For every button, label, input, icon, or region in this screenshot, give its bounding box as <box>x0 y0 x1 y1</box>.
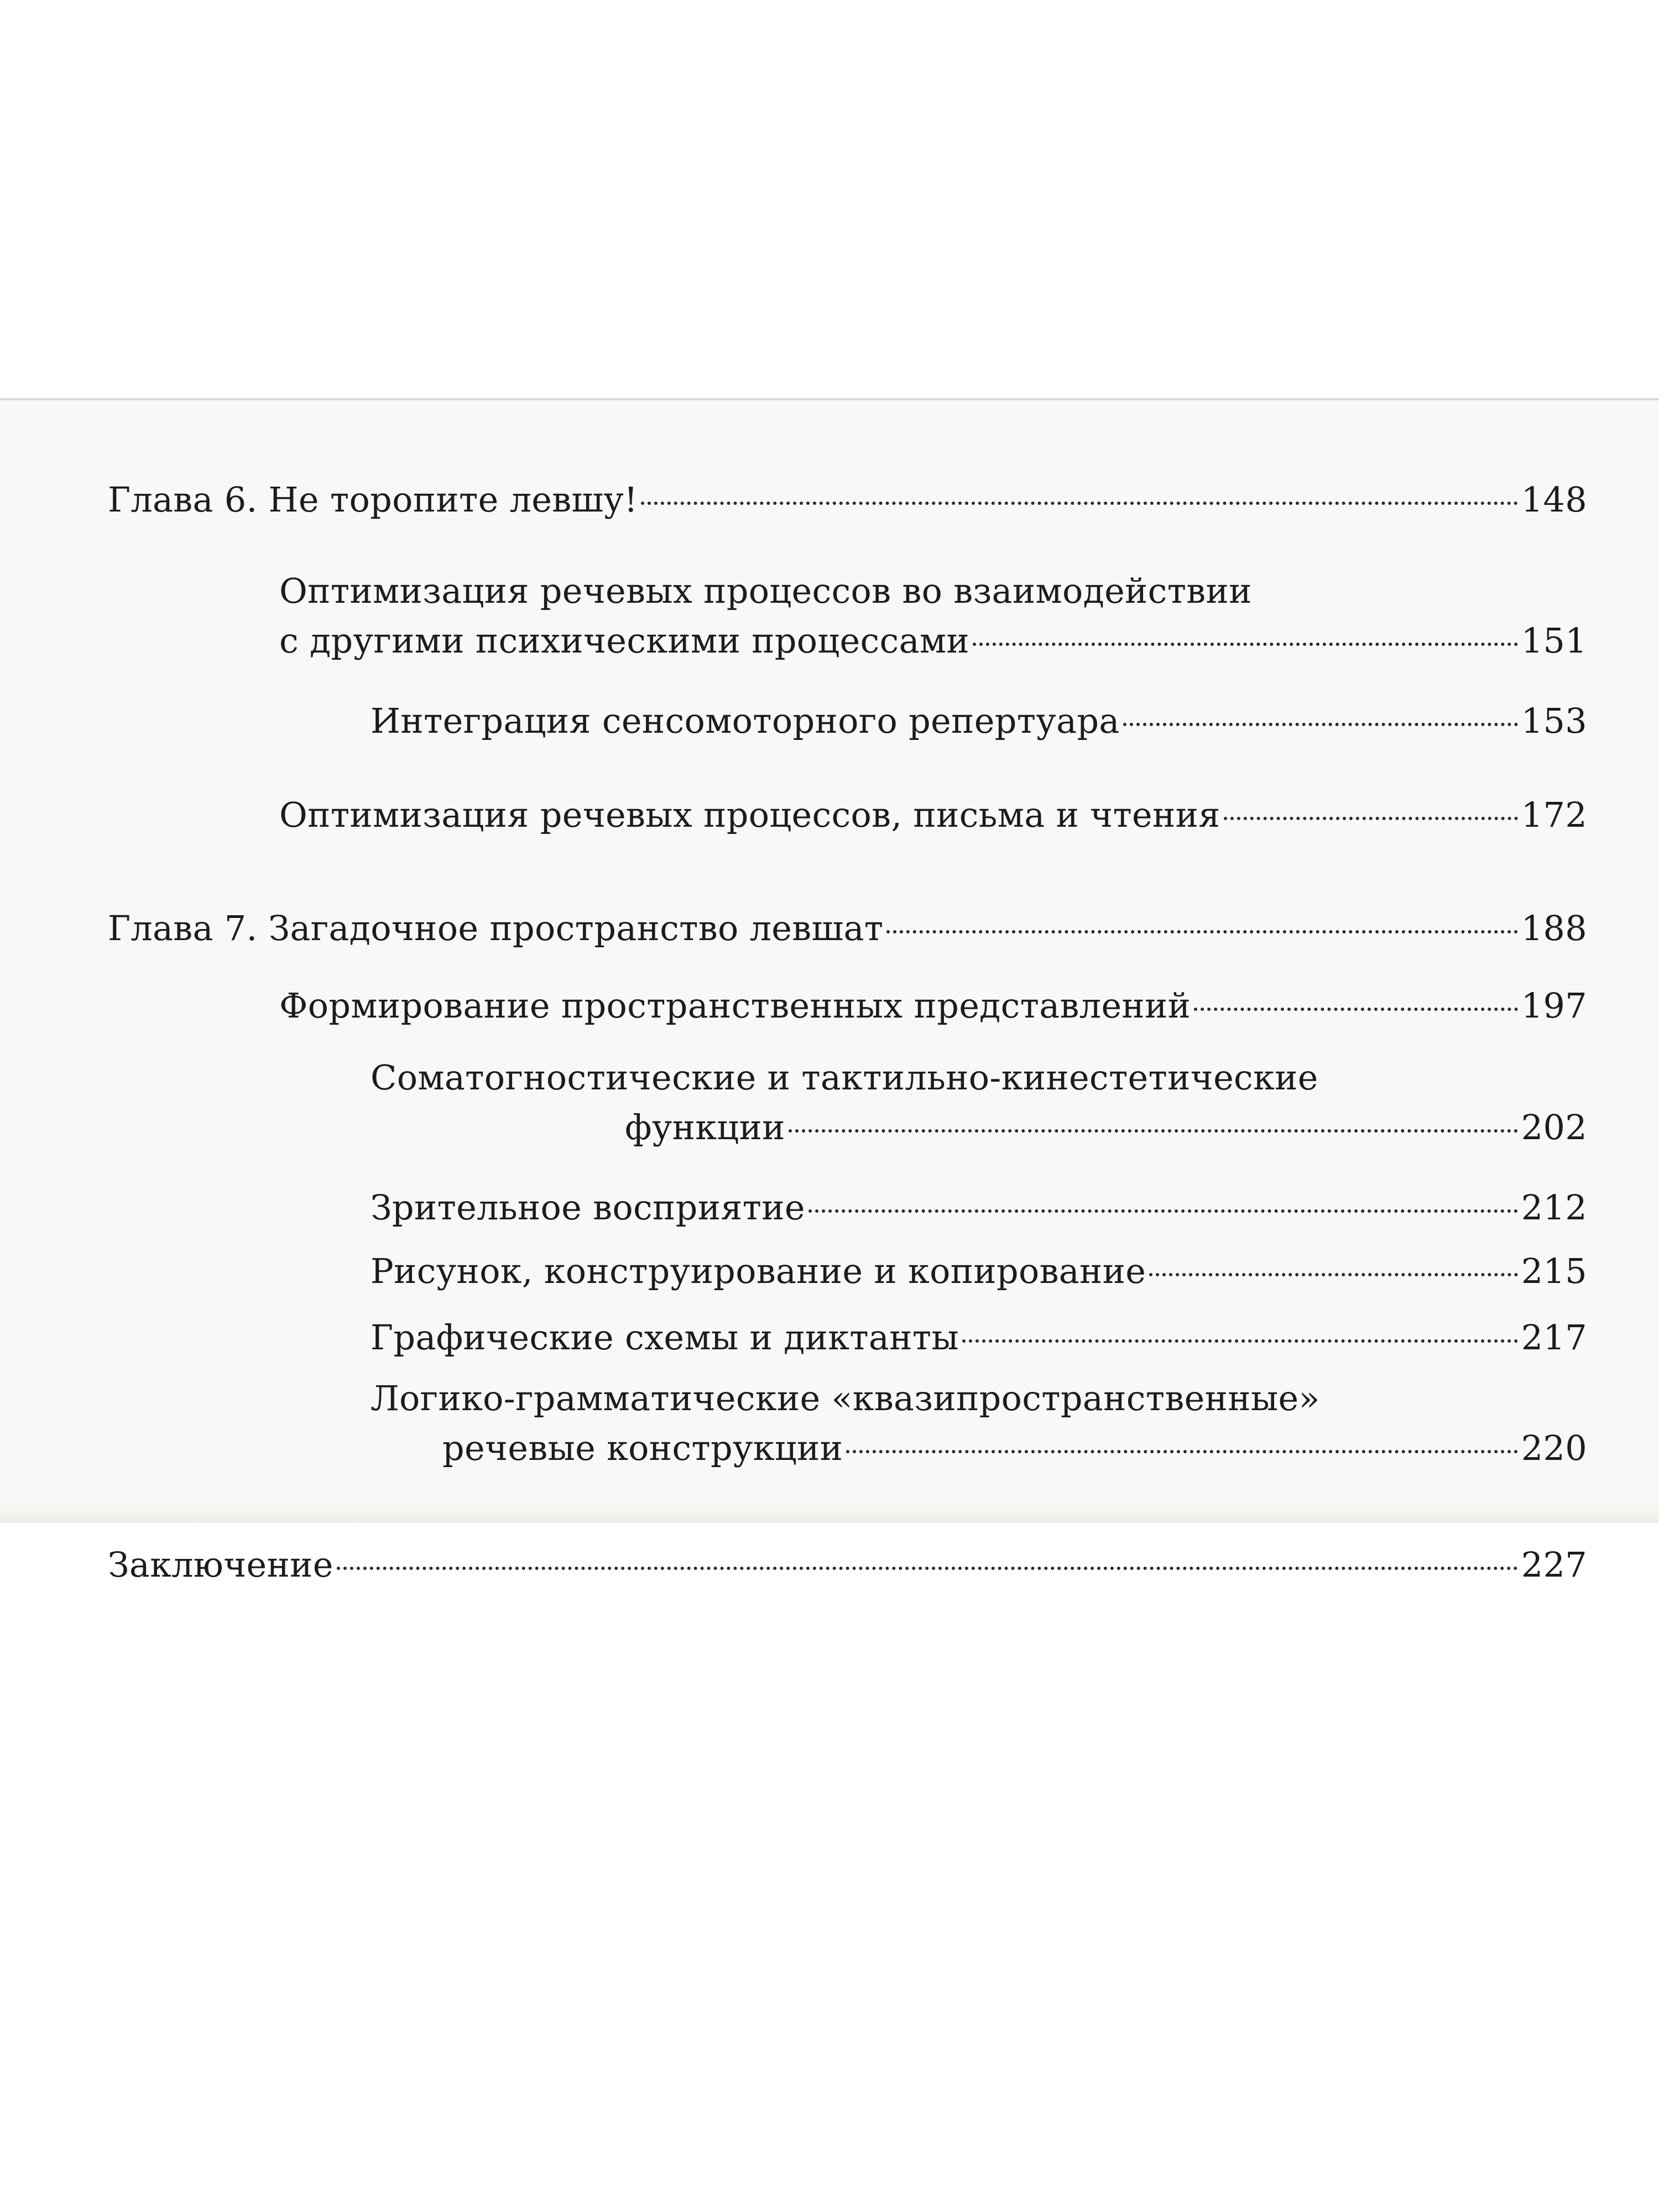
dot-leader <box>962 1339 1518 1343</box>
toc-page-number: 151 <box>1521 620 1587 661</box>
toc-entry-title-line1: Оптимизация речевых процессов во взаимодействии <box>279 571 1252 611</box>
toc-page-number: 217 <box>1521 1317 1587 1358</box>
dot-leader <box>1194 1008 1517 1011</box>
toc-page-number: 153 <box>1521 701 1587 741</box>
toc-entry-title: Формирование пространственных представлений <box>279 985 1191 1026</box>
toc-page-number: 212 <box>1521 1187 1587 1228</box>
dot-leader <box>1224 817 1518 820</box>
toc-entry-chapter-7 <box>108 904 1587 953</box>
book-page <box>0 398 1659 1523</box>
dot-leader <box>808 1209 1518 1213</box>
dot-leader <box>337 1567 1518 1570</box>
toc-page-number: 227 <box>1521 1545 1587 1585</box>
toc-entry-title: Зрительное восприятие <box>371 1187 805 1228</box>
toc-entry-title: Глава 7. Загадочное пространство левшат <box>108 908 884 948</box>
toc-entry-title-line1: Логико-грамматические «квазипространственные» <box>371 1378 1320 1418</box>
toc-entry-title: Оптимизация речевых процессов, письма и чтения <box>279 795 1220 835</box>
toc-page-number: 215 <box>1521 1251 1587 1291</box>
toc-entry-visual-perception <box>371 1183 1587 1233</box>
toc-entry-title: Заключение <box>108 1545 333 1585</box>
toc-entry-conclusion <box>108 1540 1587 1590</box>
toc-entry-somatognostic-functions <box>371 1053 1587 1152</box>
dot-leader <box>1149 1273 1517 1276</box>
dot-leader <box>846 1450 1517 1453</box>
toc-entry-title: Рисунок, конструирование и копирование <box>371 1251 1146 1291</box>
table-of-contents <box>0 400 1659 1523</box>
dot-leader <box>886 930 1517 933</box>
toc-entry-drawing-construction <box>371 1246 1587 1296</box>
toc-entry-speech-optimization-interaction <box>279 566 1587 666</box>
toc-entry-title: функции <box>625 1107 785 1147</box>
toc-page-number: 197 <box>1521 985 1587 1026</box>
toc-page-number: 220 <box>1521 1428 1587 1468</box>
dot-leader <box>641 502 1517 505</box>
toc-entry-sensorimotor-integration <box>371 696 1587 746</box>
toc-page-number: 188 <box>1521 908 1587 948</box>
dot-leader <box>789 1129 1518 1133</box>
toc-entry-title: Графические схемы и диктанты <box>371 1317 959 1358</box>
toc-entry-spatial-representations <box>279 981 1587 1031</box>
toc-entry-logico-grammatical <box>371 1374 1587 1473</box>
toc-entry-title-line1: Соматогностические и тактильно-кинестетические <box>371 1057 1318 1098</box>
toc-page-number: 172 <box>1521 795 1587 835</box>
toc-entry-graphic-schemes <box>371 1313 1587 1363</box>
toc-entry-title: с другими психическими процессами <box>279 620 969 661</box>
toc-entry-title: речевые конструкции <box>442 1428 843 1468</box>
toc-entry-chapter-6 <box>108 475 1587 525</box>
toc-entry-title: Интеграция сенсомоторного репертуара <box>371 701 1120 741</box>
dot-leader <box>1123 723 1518 726</box>
toc-entry-title: Глава 6. Не торопите левшу! <box>108 479 638 520</box>
toc-entry-speech-writing-reading <box>279 790 1587 840</box>
toc-page-number: 148 <box>1521 479 1587 520</box>
toc-page-number: 202 <box>1521 1107 1587 1147</box>
dot-leader <box>973 643 1518 646</box>
